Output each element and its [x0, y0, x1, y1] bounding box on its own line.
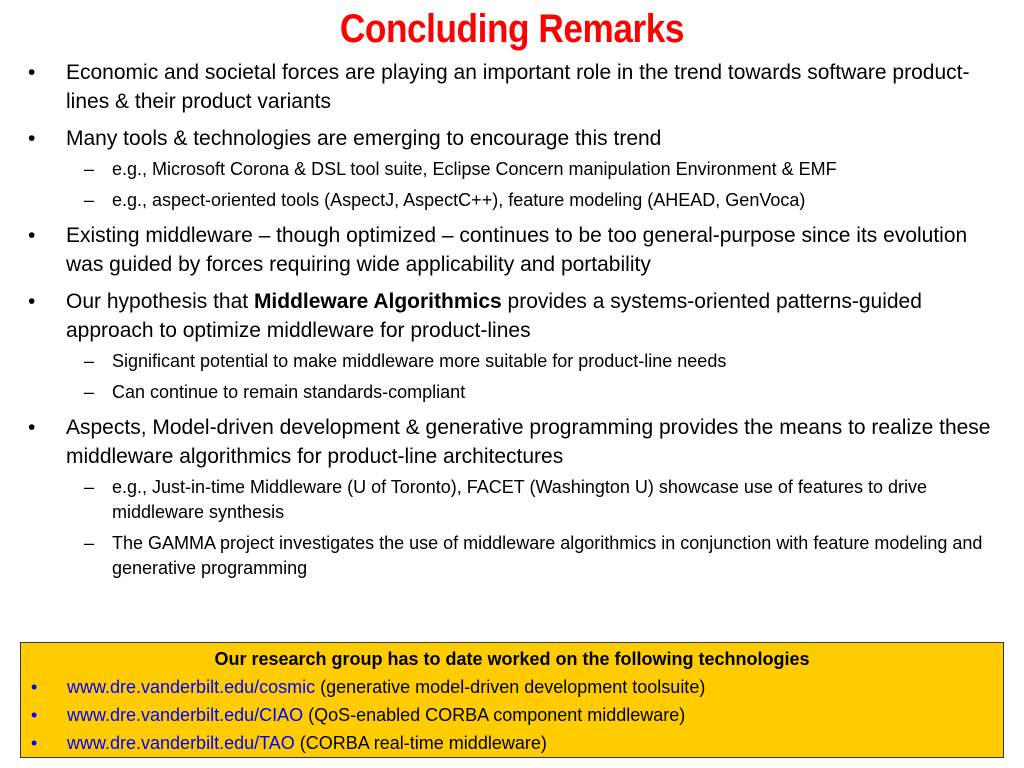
bullet-3	[0, 221, 1024, 279]
research-box-heading: Our research group has to date worked on the following technologies	[214, 649, 810, 669]
bullet-5	[0, 413, 1024, 471]
bullet-text: Aspects, Model-driven development & generative programming provides the means to realize these middleware algorithmics for product-line architectures	[66, 416, 991, 468]
sub-bullet-4-1	[0, 349, 1024, 374]
bullet-text: Economic and societal forces are playing an important role in the trend towards software product-lines & their product variants	[66, 61, 970, 113]
bullet-2	[0, 124, 1024, 153]
sub-bullet-2-1	[0, 157, 1024, 182]
bullet-marker: •	[31, 677, 38, 697]
research-item-desc: (QoS-enabled CORBA component middleware)	[303, 705, 686, 725]
ciao-link[interactable]: www.dre.vanderbilt.edu/CIAO	[67, 705, 304, 725]
bullet-text-pre: Our hypothesis that	[66, 290, 254, 313]
sub-bullet-2-2	[0, 188, 1024, 213]
bullet-marker: •	[28, 416, 36, 439]
sub-bullet-text: The GAMMA project investigates the use of middleware algorithmics in conjunction with feature modeling and generative programming	[112, 533, 983, 578]
bullet-text: Existing middleware – though optimized – continues to be too general-purpose since its evolution was guided by forces requiring wide applicability and portability	[66, 224, 968, 276]
research-item-ciao	[21, 701, 1003, 729]
bullet-marker: •	[31, 733, 38, 753]
sub-bullet-4-2	[0, 380, 1024, 405]
sub-bullet-text: Can continue to remain standards-compliant	[112, 382, 466, 402]
tao-link[interactable]: www.dre.vanderbilt.edu/TAO	[67, 733, 295, 753]
research-item-desc: (generative model-driven development toolsuite)	[315, 677, 706, 697]
sub-bullet-text: e.g., Just-in-time Middleware (U of Toronto), FACET (Washington U) showcase use of features to drive middleware synthesis	[112, 477, 928, 522]
sub-bullet-5-1	[0, 475, 1024, 525]
research-item-tao	[21, 729, 1003, 757]
dash-marker: –	[84, 382, 95, 402]
page-title: Concluding Remarks	[339, 7, 685, 51]
bullet-4	[0, 287, 1024, 345]
bullet-text-bold: Middleware Algorithmics	[253, 290, 502, 313]
sub-bullet-text: e.g., aspect-oriented tools (AspectJ, AspectC++), feature modeling (AHEAD, GenVoca)	[112, 190, 806, 210]
sub-bullet-text: Significant potential to make middleware more suitable for product-line needs	[112, 351, 727, 371]
bullet-1	[0, 58, 1024, 116]
bullet-marker: •	[28, 290, 36, 313]
bullet-marker: •	[28, 127, 36, 150]
bullet-marker: •	[31, 705, 38, 725]
sub-bullet-text: e.g., Microsoft Corona & DSL tool suite, Eclipse Concern manipulation Environment & EMF	[112, 159, 837, 179]
bullet-marker: •	[28, 224, 36, 247]
research-item-desc: (CORBA real-time middleware)	[294, 733, 547, 753]
bullet-text-post: provides a systems-oriented patterns-guided approach to optimize middleware for product-lines	[66, 290, 922, 342]
research-item-cosmic	[21, 673, 1003, 701]
dash-marker: –	[84, 190, 95, 210]
dash-marker: –	[84, 351, 95, 371]
dash-marker: –	[84, 159, 95, 179]
sub-bullet-5-2	[0, 531, 1024, 581]
bullet-text: Many tools & technologies are emerging to encourage this trend	[66, 127, 662, 150]
bullet-list	[0, 58, 1024, 587]
bullet-marker: •	[28, 61, 36, 84]
dash-marker: –	[84, 533, 95, 553]
cosmic-link[interactable]: www.dre.vanderbilt.edu/cosmic	[67, 677, 316, 697]
dash-marker: –	[84, 477, 95, 497]
research-box	[20, 642, 1004, 758]
